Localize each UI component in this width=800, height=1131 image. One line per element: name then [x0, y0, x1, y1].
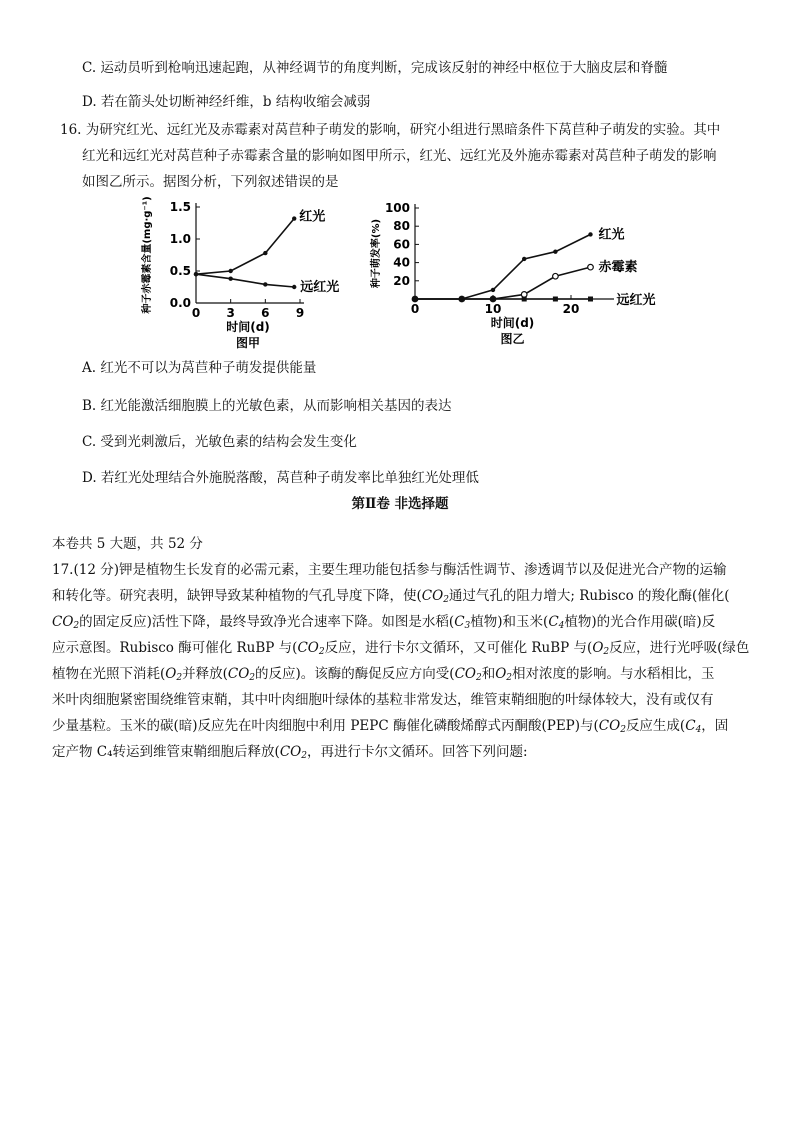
data-point — [491, 297, 496, 302]
data-point — [553, 273, 559, 279]
co2-formula: $CO_2$ — [297, 640, 325, 657]
q17-line3: $CO_2$的固定反应)活性下降，最终导致净光合速率下降。如图是水稻($C_3$植物)和玉米($C_4$植物)的光合作用碳(暗)反 — [52, 614, 716, 631]
series-line-1 — [415, 267, 591, 299]
y-tick-label: 0.5 — [169, 264, 191, 278]
o2-formula: $O_2$ — [592, 640, 610, 657]
y-tick-label: 1.5 — [169, 200, 191, 214]
x-axis-label: 时间(d) — [490, 316, 535, 330]
co2-formula: $CO_2$ — [454, 666, 482, 683]
x-tick-label: 3 — [226, 306, 235, 320]
series-line-0 — [196, 219, 294, 275]
series-label: 赤霉素 — [598, 260, 638, 276]
y-axis-label: 种子萌发率(%) — [371, 218, 382, 289]
q17-line7: 少量基粒。玉米的碳(暗)反应先在叶肉细胞中利用 PEPC 酶催化磷酸烯醇式丙酮酸(PEP)与($CO_2$反应生成($C_4$，固 — [52, 718, 729, 735]
x-tick-label: 9 — [295, 306, 305, 320]
chart-title: 图乙 — [500, 332, 525, 346]
data-point — [292, 216, 296, 220]
data-point — [553, 249, 557, 253]
q16-stem-line3: 如图乙所示。据图分析，下列叙述错误的是 — [82, 174, 339, 190]
data-point — [588, 232, 592, 236]
x-tick-label: 0 — [191, 306, 201, 320]
c3-formula: $C_3$ — [454, 614, 471, 631]
x-axis-label: 时间(d) — [226, 320, 270, 334]
x-tick-label: 10 — [484, 302, 502, 316]
q16-stem-line1: 16. 为研究红光、远红光及赤霉素对莴苣种子萌发的影响，研究小组进行黑暗条件下莴苣种子萌发的实验。其中 — [60, 122, 721, 138]
co2-formula: $CO_2$ — [52, 614, 80, 631]
x-tick-label: 6 — [261, 306, 270, 320]
co2-formula: $CO_2$ — [279, 744, 307, 761]
chart-jia — [140, 196, 380, 356]
series-line-1 — [196, 274, 294, 287]
q16-stem-line2: 红光和远红光对莴苣种子赤霉素含量的影响如图甲所示，红光、远红光及外施赤霉素对莴苣种子萌发的影响 — [82, 148, 717, 164]
q15-option-c: C. 运动员听到枪响迅速起跑，从神经调节的角度判断，完成该反射的神经中枢位于大脑皮层和脊髓 — [82, 60, 668, 76]
y-tick-label: 60 — [393, 237, 410, 252]
q17-line4: 应示意图。Rubisco 酶可催化 RuBP 与($CO_2$反应，进行卡尔文循环，又可催化 RuBP 与($O_2$反应，进行光呼吸(绿色 — [52, 640, 750, 657]
y-tick-label: 20 — [393, 273, 410, 288]
data-point — [553, 297, 558, 302]
co2-formula: $CO_2$ — [421, 588, 449, 605]
c4-formula: $C_4$ — [548, 614, 565, 631]
o2-formula: $O_2$ — [165, 666, 183, 683]
o2-formula: $O_2$ — [495, 666, 513, 683]
series-label: 红光 — [299, 209, 326, 225]
data-point — [459, 297, 464, 302]
data-point — [228, 269, 232, 273]
q16-option-d: D. 若红光处理结合外施脱落酸，莴苣种子萌发率比单独红光处理低 — [82, 470, 479, 486]
data-point — [263, 282, 267, 286]
co2-formula: $CO_2$ — [227, 666, 256, 683]
q16-option-a: A. 红光不可以为莴苣种子萌发提供能量 — [82, 360, 317, 376]
chart-yi — [365, 196, 695, 356]
data-point — [521, 292, 527, 298]
q16-option-b: B. 红光能激活细胞膜上的光敏色素，从而影响相关基因的表达 — [82, 398, 452, 414]
section-intro: 本卷共 5 大题，共 52 分 — [52, 536, 203, 552]
series-label: 远红光 — [300, 280, 340, 295]
c4-formula: $C_4$ — [685, 718, 702, 735]
q17-line2 — [52, 586, 730, 610]
x-tick-label: 20 — [562, 302, 580, 316]
y-tick-label: 100 — [384, 201, 410, 215]
data-point — [228, 276, 232, 280]
y-tick-label: 80 — [393, 219, 410, 234]
y-axis-label: 种子赤霉素含量(mg·g⁻¹) — [142, 196, 153, 314]
q17-line2-text-b: 通过气孔的阻力增大; Rubisco 的羧化酶(催化( — [448, 588, 730, 604]
y-tick-label: 40 — [393, 255, 410, 270]
x-tick-label: 0 — [410, 302, 420, 316]
q15-option-d: D. 若在箭头处切断神经纤维，b 结构收缩会减弱 — [82, 94, 371, 110]
data-point — [194, 272, 198, 276]
series-label: 远红光 — [616, 293, 656, 308]
q17-line2-text: 和转化等。研究表明，缺钾导致某种植物的气孔导度下降，使( — [52, 588, 422, 604]
data-point — [263, 251, 267, 255]
y-tick-label: 1.0 — [169, 232, 191, 246]
co2-formula: $CO_2$ — [598, 718, 626, 735]
data-point — [588, 264, 594, 270]
chart-title: 图甲 — [235, 336, 261, 350]
q16-option-c: C. 受到光刺激后，光敏色素的结构会发生变化 — [82, 434, 357, 450]
data-point — [588, 297, 593, 302]
q17-line6: 米叶肉细胞紧密围绕维管束鞘，其中叶肉细胞叶绿体的基粒非常发达，维管束鞘细胞的叶绿体较大，没有或仅有 — [52, 692, 714, 708]
section-title: 第Ⅱ卷 非选择题 — [351, 496, 449, 512]
series-label: 红光 — [598, 227, 625, 243]
data-point — [522, 297, 527, 302]
q17-line5: 植物在光照下消耗($O_2$并释放($CO_2$的反应)。该酶的酶促反应方向受($CO_2$和$O_2$相对浓度的影响。与水稻相比，玉 — [52, 666, 715, 683]
data-point — [522, 257, 526, 261]
data-point — [491, 288, 495, 292]
q17-line8: 定产物 C₄转运到维管束鞘细胞后释放($CO_2$，再进行卡尔文循环。回答下列问题: — [52, 744, 528, 761]
data-point — [292, 285, 296, 289]
data-point — [413, 297, 418, 302]
q17-line1: 17.(12 分)钾是植物生长发育的必需元素，主要生理功能包括参与酶活性调节、渗透调节以及促进光合产物的运输 — [52, 562, 727, 578]
series-line-0 — [415, 234, 591, 299]
y-tick-label: 0.0 — [169, 296, 191, 310]
